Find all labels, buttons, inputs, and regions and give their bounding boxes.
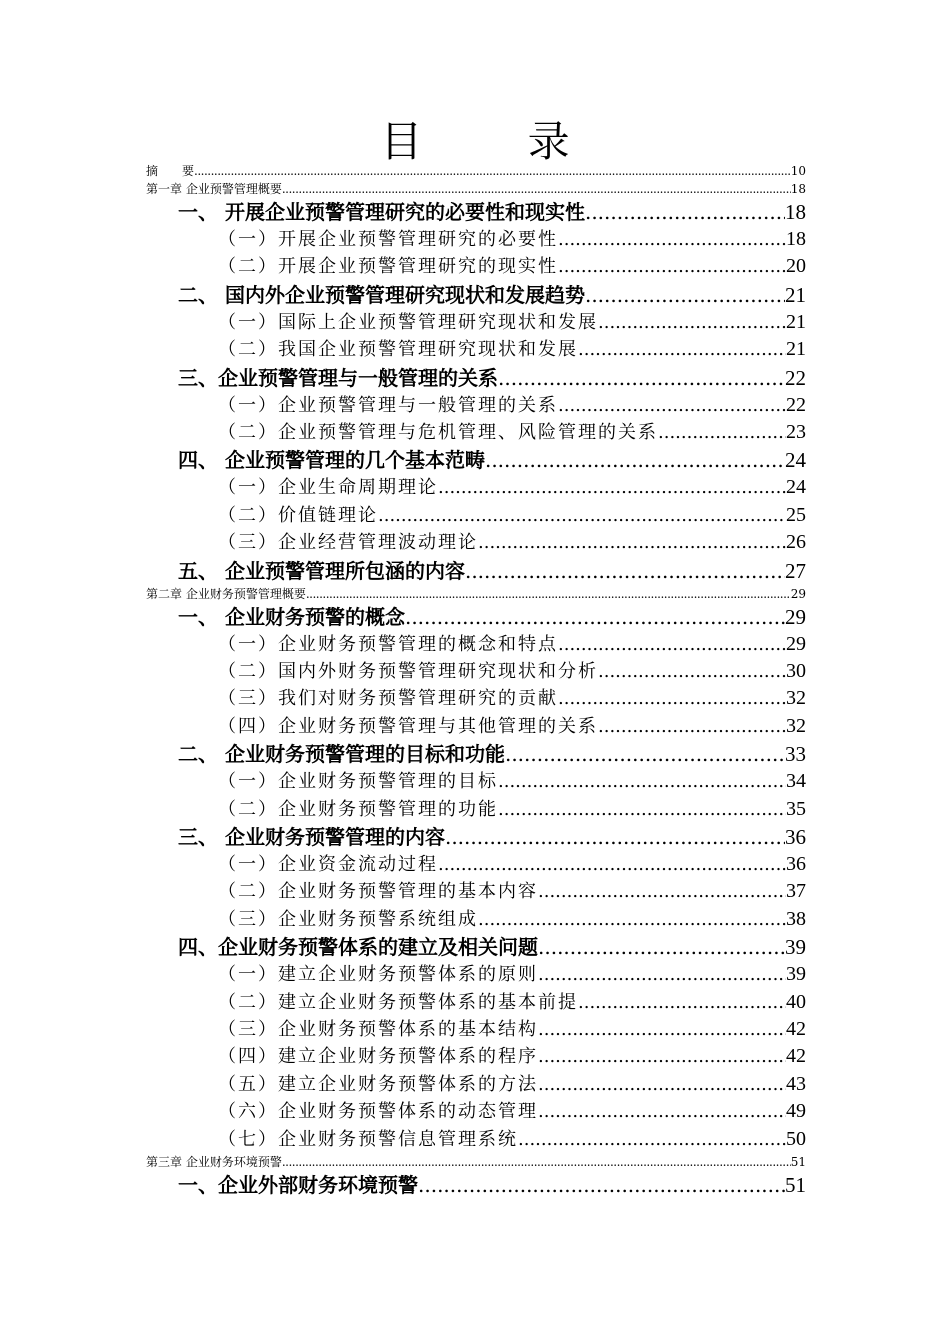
toc-entry-page: 27: [785, 558, 806, 583]
toc-entry-page: 36: [786, 853, 806, 875]
toc-entry-page: 33: [785, 742, 806, 767]
toc-entry-page: 50: [786, 1127, 806, 1150]
toc-entry-label: （二）企业财务预警管理的基本内容: [218, 881, 538, 903]
toc-leader-dots: [578, 989, 786, 1016]
toc-entry-page: 40: [786, 990, 806, 1013]
toc-leader-dots: [558, 226, 786, 253]
toc-entry[interactable]: [178, 933, 806, 961]
toc-entry-label: （二）价值链理论: [218, 504, 378, 526]
toc-entry-page: 26: [786, 531, 806, 554]
toc-leader-dots: [518, 1126, 786, 1153]
toc-entry-page: 29: [790, 586, 806, 601]
toc-entry-label: 第一章 企业预警管理概要: [146, 182, 282, 196]
toc-leader-dots: [538, 1043, 786, 1070]
toc-entry-page: 29: [785, 604, 806, 629]
toc-entry-page: 22: [786, 393, 806, 416]
toc-entry-label: （二）国内外财务预警管理研究现状和分析: [218, 661, 598, 682]
toc-leader-dots: [498, 364, 785, 392]
toc-leader-dots: [306, 585, 791, 603]
toc-entry[interactable]: [178, 823, 806, 851]
toc-entry[interactable]: [218, 1043, 806, 1070]
page-title: 目 录: [380, 117, 616, 166]
toc-leader-dots: [598, 713, 786, 740]
toc-leader-dots: [485, 446, 785, 474]
toc-leader-dots: [498, 768, 786, 795]
toc-entry[interactable]: [146, 162, 806, 180]
toc-entry-page: 39: [786, 963, 806, 986]
toc-entry[interactable]: [218, 1098, 806, 1125]
toc-entry-label: 三、 企业财务预警管理的内容: [178, 825, 445, 849]
toc-entry-page: 51: [790, 1155, 806, 1169]
toc-entry[interactable]: [218, 226, 806, 253]
toc-entry-label: （二）开展企业预警管理研究的现实性: [218, 256, 558, 278]
toc-entry-label: 一、 企业财务预警的概念: [178, 604, 405, 629]
toc-entry-page: 21: [786, 338, 806, 361]
toc-entry-page: 18: [790, 182, 806, 196]
toc-entry-label: （一）开展企业预警管理研究的必要性: [218, 229, 558, 250]
toc-entry-page: 49: [786, 1100, 806, 1123]
toc-entry-page: 30: [786, 660, 806, 682]
toc-entry-label: （一）企业生命周期理论: [218, 477, 438, 499]
toc-leader-dots: [438, 851, 786, 878]
toc-entry[interactable]: [218, 878, 806, 905]
toc-entry[interactable]: [178, 603, 806, 631]
toc-leader-dots: [538, 1016, 786, 1043]
toc-entry-page: 43: [786, 1072, 806, 1095]
toc-entry-page: 18: [786, 228, 806, 250]
toc-entry-page: 29: [786, 632, 806, 655]
toc-entry[interactable]: [146, 585, 806, 603]
toc-entry[interactable]: [178, 364, 806, 392]
toc-entry-label: （四）企业财务预警管理与其他管理的关系: [218, 715, 598, 737]
toc-entry-page: 38: [786, 907, 806, 930]
toc-leader-dots: [558, 392, 786, 419]
toc-leader-dots: [194, 162, 791, 180]
toc-entry[interactable]: [218, 989, 806, 1016]
toc-leader-dots: [598, 658, 786, 685]
toc-entry[interactable]: [218, 658, 806, 685]
toc-entry-page: 23: [786, 421, 806, 443]
toc-entry[interactable]: [146, 180, 806, 198]
toc-entry[interactable]: [146, 1153, 806, 1171]
toc-entry-page: 36: [785, 825, 806, 849]
toc-entry-label: 摘 要: [146, 164, 195, 178]
toc-entry-label: （三）企业经营管理波动理论: [218, 532, 478, 554]
toc-entry[interactable]: [178, 281, 806, 309]
toc-entry[interactable]: [218, 1016, 806, 1043]
toc-entry-label: （一）国际上企业预警管理研究现状和发展: [218, 311, 598, 333]
toc-entry-label: 第二章 企业财务预警管理概要: [146, 586, 306, 601]
toc-leader-dots: [418, 1171, 785, 1199]
toc-entry[interactable]: [178, 557, 806, 585]
toc-entry-label: 四、 企业预警管理的几个基本范畴: [178, 448, 485, 473]
toc-leader-dots: [585, 198, 785, 226]
toc-entry[interactable]: [218, 392, 806, 419]
toc-leader-dots: [405, 603, 785, 631]
toc-entry-page: 51: [785, 1173, 806, 1197]
toc-leader-dots: [538, 1071, 786, 1098]
toc-leader-dots: [478, 529, 786, 556]
toc-entry-label: （一）企业预警管理与一般管理的关系: [218, 394, 558, 416]
toc-entry-page: 24: [786, 476, 806, 499]
toc-entry-page: 20: [786, 255, 806, 278]
toc-entry-page: 39: [785, 935, 806, 960]
toc-entry[interactable]: [218, 1126, 806, 1153]
toc-entry[interactable]: [178, 1171, 806, 1199]
toc-leader-dots: [558, 253, 786, 280]
toc-entry[interactable]: [218, 906, 806, 933]
toc-entry-label: （三）企业财务预警体系的基本结构: [218, 1019, 538, 1040]
toc-entry-label: 一、 开展企业预警管理研究的必要性和现实性: [178, 200, 585, 224]
toc-entry-page: 35: [786, 797, 806, 820]
toc-leader-dots: [585, 281, 785, 309]
toc-entry[interactable]: [218, 529, 806, 556]
toc-entry-label: （三）企业财务预警系统组成: [218, 908, 478, 930]
toc-entry-label: （二）企业预警管理与危机管理、风险管理的关系: [218, 422, 658, 443]
toc-entry-label: （二）我国企业预警管理研究现状和发展: [218, 339, 578, 361]
toc-leader-dots: [538, 1098, 786, 1125]
toc-leader-dots: [445, 823, 785, 851]
toc-entry-page: 42: [786, 1018, 806, 1040]
toc-leader-dots: [282, 1153, 791, 1171]
toc-entry[interactable]: [218, 336, 806, 363]
toc-entry-label: 四、企业财务预警体系的建立及相关问题: [178, 935, 538, 960]
toc-leader-dots: [558, 685, 786, 712]
toc-entry-label: （二）建立企业财务预警体系的基本前提: [218, 991, 578, 1013]
toc-entry[interactable]: [218, 851, 806, 878]
toc-leader-dots: [558, 631, 786, 658]
toc-leader-dots: [598, 309, 786, 336]
toc-entry-page: 32: [786, 687, 806, 710]
toc-entry-label: 二、 国内外企业预警管理研究现状和发展趋势: [178, 282, 585, 307]
toc-leader-dots: [498, 796, 786, 823]
toc-entry-page: 34: [786, 770, 806, 793]
toc-leader-dots: [478, 906, 786, 933]
toc-entry-page: 22: [785, 365, 806, 390]
toc-entry-page: 21: [785, 282, 806, 307]
toc-entry-page: 37: [786, 880, 806, 903]
toc-entry-label: （一）企业财务预警管理的目标: [218, 771, 498, 793]
toc-entry-label: （七）企业财务预警信息管理系统: [218, 1128, 518, 1150]
toc-entry[interactable]: [218, 1071, 806, 1098]
toc-leader-dots: [282, 180, 791, 198]
toc-entry[interactable]: [218, 502, 806, 529]
toc-entry-label: （二）企业财务预警管理的功能: [218, 798, 498, 820]
toc-leader-dots: [538, 878, 786, 905]
toc-entry[interactable]: [218, 768, 806, 795]
toc-entry[interactable]: [178, 446, 806, 474]
toc-entry[interactable]: [218, 631, 806, 658]
toc-entry-label: 二、 企业财务预警管理的目标和功能: [178, 742, 505, 767]
toc-entry-page: 18: [785, 200, 806, 224]
toc-entry[interactable]: [218, 961, 806, 988]
toc-entry[interactable]: [218, 474, 806, 501]
toc-entry-page: 25: [786, 503, 806, 526]
toc-entry-page: 32: [786, 714, 806, 737]
toc-entry[interactable]: [218, 309, 806, 336]
toc-entry-label: 第三章 企业财务环境预警: [146, 1155, 282, 1169]
toc-entry[interactable]: [178, 740, 806, 768]
toc-entry[interactable]: [218, 796, 806, 823]
toc-entry[interactable]: [178, 198, 806, 226]
toc-entry[interactable]: [218, 419, 806, 446]
toc-entry-label: 三、企业预警管理与一般管理的关系: [178, 365, 498, 390]
toc-entry-page: 10: [790, 164, 806, 178]
toc-entry-page: 21: [786, 310, 806, 333]
toc-leader-dots: [578, 336, 786, 363]
toc-entry[interactable]: [218, 713, 806, 740]
toc-entry[interactable]: [218, 253, 806, 280]
toc-entry-label: （四）建立企业财务预警体系的程序: [218, 1046, 538, 1068]
toc-entry-label: 五、 企业预警管理所包涵的内容: [178, 558, 465, 583]
toc-leader-dots: [538, 961, 786, 988]
toc-entry-label: （六）企业财务预警体系的动态管理: [218, 1101, 538, 1123]
toc-entry-label: （五）建立企业财务预警体系的方法: [218, 1073, 538, 1095]
toc-entry-label: （三）我们对财务预警管理研究的贡献: [218, 688, 558, 710]
toc-entry-label: （一）企业资金流动过程: [218, 854, 438, 875]
toc-entry-page: 24: [785, 448, 806, 473]
toc-entry-label: 一、企业外部财务环境预警: [178, 1173, 418, 1197]
toc-leader-dots: [378, 502, 786, 529]
toc-leader-dots: [505, 740, 785, 768]
toc-entry-label: （一）建立企业财务预警体系的原则: [218, 964, 538, 986]
toc-leader-dots: [538, 933, 785, 961]
toc-leader-dots: [465, 557, 785, 585]
toc-leader-dots: [438, 474, 786, 501]
toc-leader-dots: [658, 419, 786, 446]
toc-entry-page: 42: [786, 1045, 806, 1068]
toc-entry-label: （一）企业财务预警管理的概念和特点: [218, 633, 558, 655]
toc-entry[interactable]: [218, 685, 806, 712]
